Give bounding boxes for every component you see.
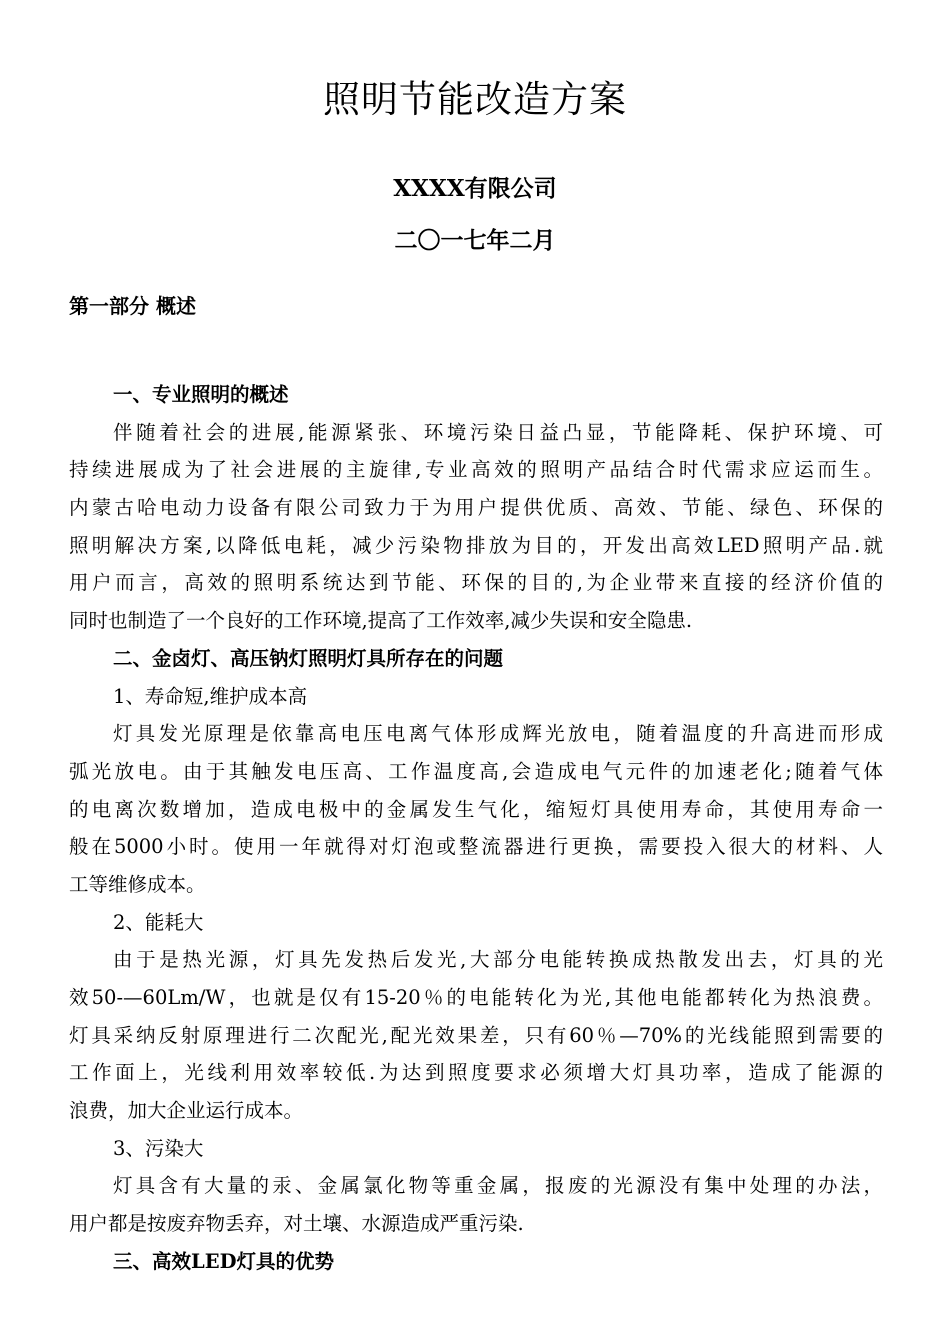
paragraph-line: 照明解决方案,以降低电耗，减少污染物排放为目的，开发出高效LED照明产品.就 xyxy=(69,533,883,557)
paragraph-line: 般在5000小时。使用一年就得对灯泡或整流器进行更换，需要投入很大的材料、人 xyxy=(69,835,883,859)
company-name: XXXX有限公司 xyxy=(393,175,557,202)
paragraph-line: 内蒙古哈电动力设备有限公司致力于为用户提供优质、高效、节能、绿色、环保的 xyxy=(69,496,883,520)
paragraph-line: 灯具采纳反射原理进行二次配光,配光效果差，只有60％—70%的光线能照到需要的 xyxy=(69,1023,883,1047)
paragraph-line: 效50-—60Lm/W，也就是仅有15-20％的电能转化为光,其他电能都转化为热浪费。 xyxy=(69,986,883,1009)
paragraph-line: 灯具含有大量的汞、金属氯化物等重金属，报废的光源没有集中处理的办法， xyxy=(113,1174,883,1198)
document-date: 二〇一七年二月 xyxy=(394,227,556,254)
paragraph-line: 工等维修成本。 xyxy=(69,872,206,896)
part-heading: 第一部分 概述 xyxy=(69,294,196,318)
paragraph-line: 用户都是按废弃物丢弃，对土壤、水源造成严重污染. xyxy=(69,1212,524,1236)
paragraph-line: 同时也制造了一个良好的工作环境,提高了工作效率,减少失误和安全隐患. xyxy=(69,609,693,633)
paragraph-line: 灯具发光原理是依靠高电压电离气体形成辉光放电，随着温度的升高进而形成 xyxy=(113,722,883,746)
paragraph-line: 由于是热光源，灯具先发热后发光,大部分电能转换成热散发出去，灯具的光 xyxy=(113,948,883,972)
numbered-item: 2、能耗大 xyxy=(113,910,204,934)
paragraph-line: 用户而言，高效的照明系统达到节能、环保的目的,为企业带来直接的经济价值的 xyxy=(69,571,883,595)
section-heading: 三、高效LED灯具的优势 xyxy=(113,1249,334,1273)
paragraph-line: 伴随着社会的进展,能源紧张、环境污染日益凸显，节能降耗、保护环境、可 xyxy=(113,420,883,444)
section-heading: 二、金卤灯、高压钠灯照明灯具所存在的问题 xyxy=(113,646,504,670)
paragraph-line: 持续进展成为了社会进展的主旋律,专业高效的照明产品结合时代需求应运而生。 xyxy=(69,458,883,482)
paragraph-line: 工作面上，光线利用效率较低.为达到照度要求必须增大灯具功率，造成了能源的 xyxy=(69,1061,883,1085)
section-heading: 一、专业照明的概述 xyxy=(113,383,289,406)
body-text xyxy=(69,376,883,1281)
paragraph-line: 的电离次数增加，造成电极中的金属发生气化，缩短灯具使用寿命，其使用寿命一 xyxy=(69,797,883,821)
numbered-item: 3、污染大 xyxy=(113,1136,204,1160)
paragraph-line: 弧光放电。由于其触发电压高、工作温度高,会造成电气元件的加速老化;随着气体 xyxy=(69,759,883,783)
document-title: 照明节能改造方案 xyxy=(323,78,627,121)
numbered-item: 1、寿命短,维护成本高 xyxy=(113,684,308,708)
paragraph-line: 浪费，加大企业运行成本。 xyxy=(69,1099,304,1123)
